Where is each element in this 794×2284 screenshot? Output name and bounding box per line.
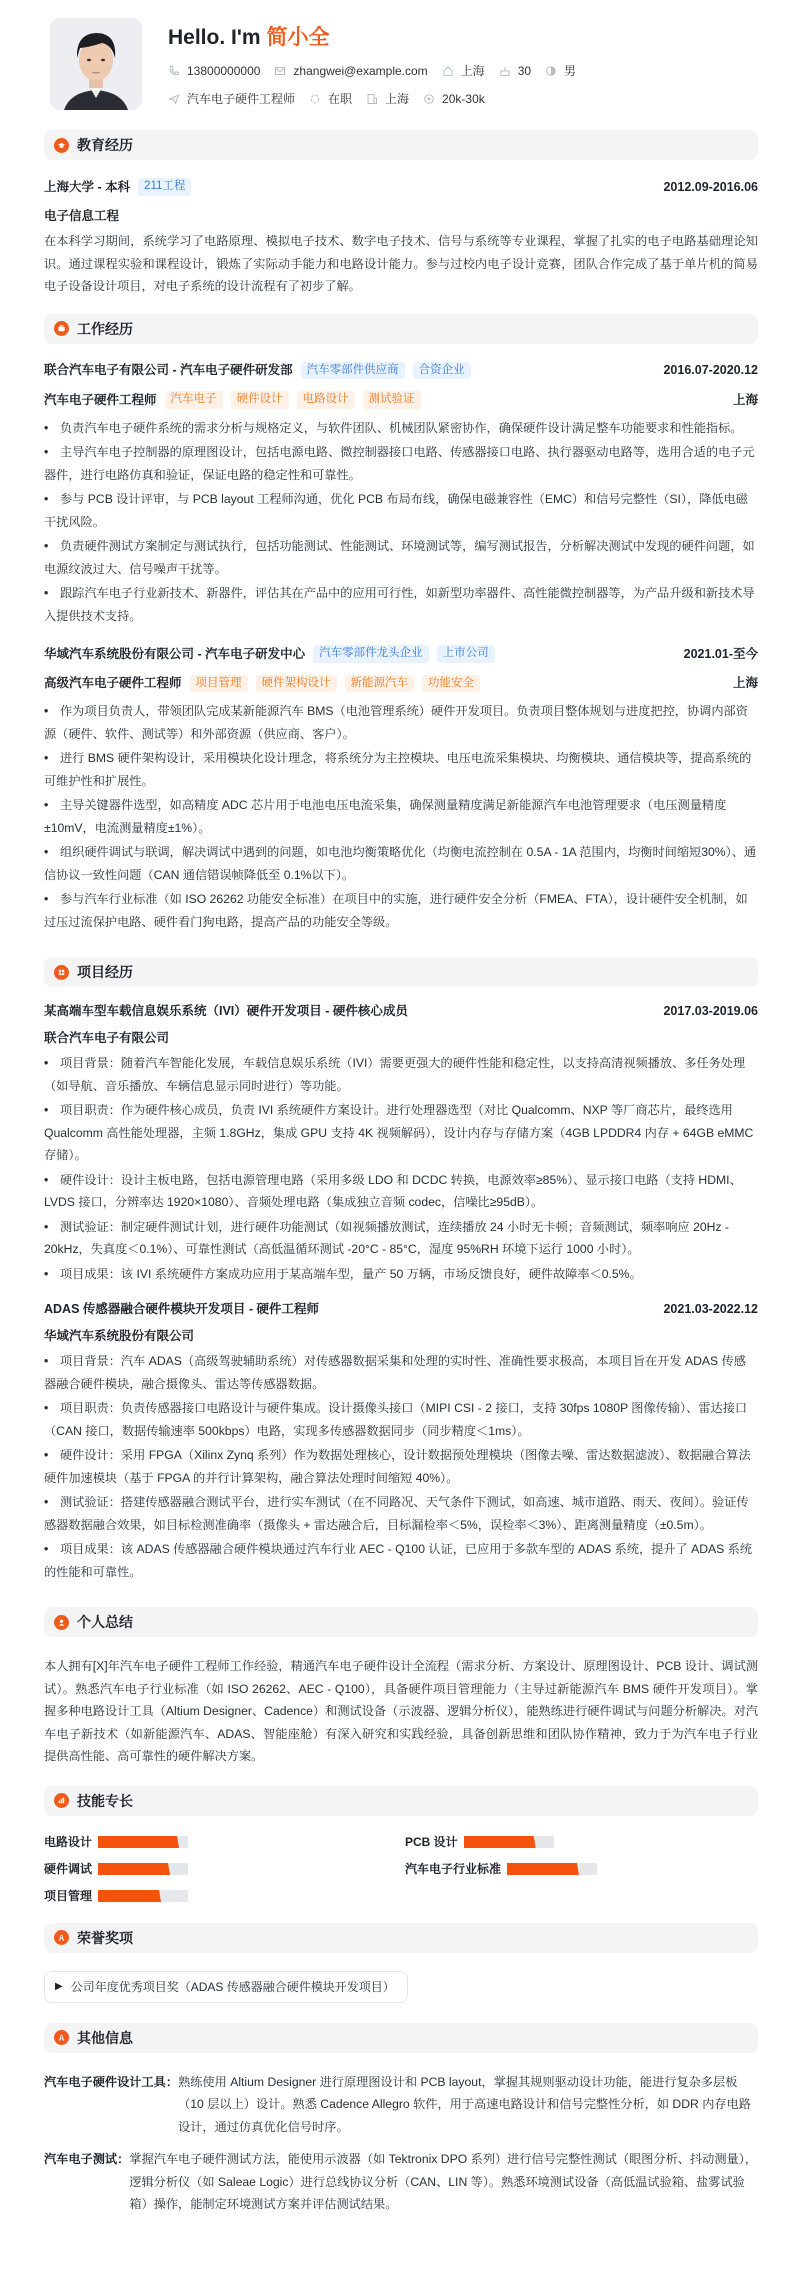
other-info-value: 掌握汽车电子硬件测试方法，能使用示波器（如 Tektronix DPO 系列）进行信号完整性测试（眼图分析、抖动测量），逻辑分析仪（如 Saleae Logic）进行总线协议分析（CAN、LIN 等）。熟悉环境测试设备（高低温试验箱、盐雾试验箱）操作，能制定环境测试方案并评估测试结果。 [129, 2152, 757, 2211]
education-section-title: 教育经历 [77, 137, 133, 153]
bullet-item: • 主导汽车电子控制器的原理图设计，包括电源电路、微控制器接口电路、传感器接口电路、执行器驱动电路等，选用合适的电子元器件，进行电路仿真和验证，保证电路的稳定性和可靠性。 [44, 445, 755, 482]
project-date: 2017.03-2019.06 [663, 1004, 758, 1018]
skill-bar [464, 1836, 554, 1848]
skill-tag: 电路设计 [297, 391, 355, 409]
gender-value: 男 [564, 64, 577, 78]
work-section-header [44, 314, 758, 344]
project-entry [44, 1303, 758, 1583]
position-row [44, 675, 758, 693]
work-entry [44, 645, 758, 933]
awards-section-header [44, 1923, 758, 1953]
bullet-item: • 负责汽车电子硬件系统的需求分析与规格定义，与软件团队、机械团队紧密协作，确保硬件设计满足整车功能要求和性能指标。 [44, 420, 743, 435]
bullet-item: • 项目职责：作为硬件核心成员，负责 IVI 系统硬件方案设计。进行处理器选型（对比 Qualcomm、NXP 等厂商芯片，最终选用 Qualcomm 高性能处理器，主频 1.8GHz，集成 GPU 支持 4K 视频解码），设计内存与存储方案（4GB LPDDR4 内存 + 64GB eMMC 存储）。 [44, 1103, 754, 1162]
money-icon [423, 93, 435, 105]
bullet-item: • 硬件设计：采用 FPGA（Xilinx Zynq 系列）作为数据处理核心，设计数据预处理模块（图像去噪、雷达数据滤波）、数据融合算法硬件加速模块（基于 FPGA 的并行计算架构，融合算法处理时间缩短 40%）。 [44, 1448, 751, 1485]
skill-bar-fill [98, 1863, 170, 1875]
city-value: 上海 [460, 64, 485, 78]
company-label: 华域汽车系统股份有限公司 - 汽车电子研发中心 [44, 646, 306, 661]
skill-label: 硬件调试 [44, 1862, 93, 1876]
position-label: 汽车电子硬件工程师 [44, 392, 157, 407]
project-entry-header [44, 1005, 758, 1018]
school-label: 上海大学 - 本科 [44, 179, 131, 194]
work-bullets [44, 417, 758, 628]
work-entry-header [44, 362, 758, 380]
company-tag: 汽车零部件龙头企业 [313, 645, 429, 663]
other-info-item [44, 2148, 758, 2216]
position-title [44, 675, 480, 693]
bullet-item: • 主导关键器件选型，如高精度 ADC 芯片用于电池电压电流采集，确保测量精度满足新能源汽车电池管理要求（电压测量精度±10mV，电流测量精度±1%）。 [44, 798, 727, 835]
job-title-value: 汽车电子硬件工程师 [187, 92, 296, 106]
skill-item [44, 1836, 405, 1849]
phone-item [168, 65, 260, 77]
skill-tag: 汽车电子 [165, 391, 223, 409]
building-icon [366, 93, 378, 105]
salary-value: 20k-30k [442, 92, 485, 106]
bullet-item: • 组织硬件调试与联调，解决调试中遇到的问题，如电池均衡策略优化（均衡电流控制在 0.5A - 1A 范围内，均衡时间缩短30%）、通信协议一致性问题（CAN 通信错误帧降低至 0.1%以下）。 [44, 845, 757, 882]
home-icon [442, 65, 454, 77]
position-row [44, 391, 758, 409]
email-address: zhangwei@example.com [293, 64, 428, 78]
bullet-item: • 作为项目负责人，带领团队完成某新能源汽车 BMS（电池管理系统）硬件开发项目。负责项目整体规划与进度把控，协调内部资源（硬件、软件、测试等）和外部资源（供应商、客户）。 [44, 704, 748, 741]
major-name: 电子信息工程 [44, 208, 120, 223]
age-item [499, 65, 531, 77]
cake-icon [499, 65, 511, 77]
status-item [309, 93, 352, 105]
work-date: 2021.01-至今 [683, 646, 758, 661]
company-tag: 汽车零部件供应商 [301, 362, 405, 380]
bullet-item: • 负责硬件测试方案制定与测试执行，包括功能测试、性能测试、环境测试等，编写测试报告，分析解决测试中发现的硬件问题，如电源纹波过大、信号噪声干扰等。 [44, 539, 755, 576]
bullet-item: • 硬件设计：设计主板电路，包括电源管理电路（采用多级 LDO 和 DCDC 转换，电源效率≥85%）、显示接口电路（支持 HDMI、LVDS 接口，分辨率达 1920×1080）、音频处理电路（集成独立音频 codec，信噪比≥95dB）。 [44, 1172, 742, 1209]
job-title-item [168, 93, 295, 105]
position-label: 高级汽车电子硬件工程师 [44, 676, 182, 690]
project-bullets [44, 1350, 758, 1583]
user-icon [54, 1615, 69, 1630]
bullet-item: • 跟踪汽车电子行业新技术、新器件，评估其在产品中的应用可行性，如新型功率器件、高性能微控制器等，为产品升级和新技术导入提供技术支持。 [44, 586, 755, 623]
other-info-value: 熟练使用 Altium Designer 进行原理图设计和 PCB layout，掌握其规则驱动设计功能，能进行复杂多层板（10 层以上）设计。熟悉 Cadence Allegro 软件，用于高速电路设计和信号完整性分析，如 DDR 内存电路设计，通过仿真优化信号时序。 [178, 2074, 751, 2134]
project-company: 联合汽车电子有限公司 [44, 1030, 170, 1045]
company-name [44, 362, 471, 380]
education-entry-header [44, 178, 758, 196]
skill-tag: 硬件设计 [231, 391, 289, 409]
skill-item [405, 1836, 766, 1849]
graduation-cap-icon [54, 138, 69, 153]
bullet-item: • 项目职责：负责传感器接口电路设计与硬件集成。设计摄像头接口（MIPI CSI - 2 接口，支持 30fps 1080P 图像传输）、雷达接口（CAN 接口，数据传输速率 500kbps）电路，实现多传感器数据同步（同步精度＜1ms）。 [44, 1401, 748, 1438]
bullet-item: • 项目背景：汽车 ADAS（高级驾驶辅助系统）对传感器数据采集和处理的实时性、准确性要求极高，本项目旨在开发 ADAS 传感器融合硬件模块，融合摄像头、雷达等传感器数据。 [44, 1354, 746, 1391]
company-tag: 上市公司 [437, 645, 495, 663]
projects-section-title: 项目经历 [77, 964, 133, 980]
company-label: 联合汽车电子有限公司 - 汽车电子硬件研发部 [44, 363, 293, 377]
projects-section-header [44, 957, 758, 987]
salary-item [423, 93, 485, 105]
other-section-title: 其他信息 [77, 2029, 133, 2046]
caret-right-icon: ▶ [55, 1980, 63, 1992]
skill-bar-fill [464, 1836, 536, 1848]
work-location: 上海 [732, 392, 758, 407]
skills-section-header [44, 1786, 758, 1816]
briefcase-icon [54, 321, 69, 336]
bullet-item: • 项目成果：该 IVI 系统硬件方案成功应用于某高端车型，量产 50 万辆，市场反馈良好，硬件故障率＜0.5%。 [44, 1266, 642, 1281]
work-section-title: 工作经历 [77, 320, 133, 337]
award-icon [54, 1930, 69, 1945]
greeting-text: Hello. I'm [168, 25, 261, 49]
age-value: 30 [517, 64, 532, 78]
skills-grid [44, 1836, 758, 1903]
profile-header [44, 18, 758, 118]
education-section-header [44, 130, 758, 160]
other-info-key: 汽车电子硬件设计工具： [44, 2074, 179, 2089]
work-date: 2016.07-2020.12 [663, 363, 758, 377]
project-bullets [44, 1052, 758, 1285]
bullet-item: • 参与汽车行业标准（如 ISO 26262 功能安全标准）在项目中的实施，进行硬件安全分析（FMEA、FTA），设计硬件安全机制，如过压过流保护电路、硬件看门狗电路，提高产品的功能安全等级。 [44, 892, 748, 929]
target-city-value: 上海 [385, 92, 410, 106]
project-date: 2021.03-2022.12 [663, 1302, 758, 1316]
status-icon [309, 93, 321, 105]
project-icon [54, 965, 69, 980]
skill-label: 汽车电子行业标准 [405, 1862, 502, 1876]
work-entry-header [44, 645, 758, 663]
mail-icon [274, 65, 286, 77]
award-list [44, 1953, 758, 2003]
skill-tag: 项目管理 [190, 675, 248, 693]
bar-chart-icon [54, 1793, 69, 1808]
target-city-item [366, 93, 409, 105]
skill-bar-fill [98, 1836, 179, 1848]
bullet-item: • 项目成果：该 ADAS 传感器融合硬件模块通过汽车行业 AEC - Q100 认证，已应用于多款车型的 ADAS 系统，提升了 ADAS 系统的性能和可靠性。 [44, 1542, 753, 1579]
summary-section-title: 个人总结 [77, 1614, 133, 1630]
school-name [44, 178, 191, 196]
school-tag: 211工程 [138, 178, 191, 196]
award-label: 公司年度优秀项目奖（ADAS 传感器融合硬件模块开发项目） [70, 1979, 395, 1994]
skill-label: 项目管理 [44, 1889, 93, 1903]
status-value: 在职 [328, 92, 353, 106]
other-info-key: 汽车电子测试： [44, 2152, 130, 2166]
company-name [44, 645, 495, 663]
skill-bar-fill [98, 1890, 161, 1902]
phone-number: 13800000000 [187, 64, 261, 78]
work-location: 上海 [732, 676, 758, 690]
project-entry-header [44, 1303, 758, 1316]
skill-bar [507, 1863, 597, 1875]
project-name: ADAS 传感器融合硬件模块开发项目 - 硬件工程师 [44, 1302, 320, 1316]
summary-text: 本人拥有[X]年汽车电子硬件工程师工作经验，精通汽车电子硬件设计全流程（需求分析、方案设计、原理图设计、PCB 设计、调试测试）。熟悉汽车电子行业标准（如 ISO 26262、AEC - Q100），具备硬件项目管理能力（主导过新能源汽车 BMS 硬件开发项目）。掌握多种电路设计工具（Altium Designer、Cadence）和测试设备（示波器、逻辑分析仪），能熟练进行硬件调试与问题分析解决。对汽车电子新技术（如新能源汽车、ADAS、智能座舱）有深入研究和实践经验，具备创新思维和团队协作精神，致力于为汽车电子行业提供高性能、高可靠性的硬件解决方案。 [44, 1659, 758, 1763]
bullet-item: • 测试验证：搭建传感器融合测试平台，进行实车测试（在不同路况、天气条件下测试，如高速、城市道路、雨天、夜间）。验证传感器数据融合效果，如目标检测准确率（摄像头 + 雷达融合后，目标漏检率＜5%，误检率＜3%）、距离测量精度（±0.5m）。 [44, 1495, 749, 1532]
skill-tag: 新能源汽车 [345, 675, 415, 693]
profile-info [168, 18, 590, 107]
award-item[interactable] [44, 1971, 408, 2003]
skills-section-title: 技能专长 [77, 1792, 133, 1809]
skill-bar [98, 1863, 188, 1875]
greeting-heading [168, 22, 590, 52]
candidate-name: 简小全 [266, 25, 330, 49]
gender-item [545, 65, 576, 77]
position-title [44, 391, 421, 409]
phone-icon [168, 65, 180, 77]
info-icon [54, 2030, 69, 2045]
skill-bar [98, 1836, 188, 1848]
education-date: 2012.09-2016.06 [663, 179, 758, 194]
skill-tag: 测试验证 [363, 391, 421, 409]
email-item [274, 65, 427, 77]
other-info-item [44, 2071, 758, 2139]
skill-item [44, 1863, 405, 1876]
skill-item [44, 1890, 405, 1903]
city-item [442, 65, 485, 77]
skill-label: 电路设计 [44, 1835, 93, 1849]
work-bullets [44, 700, 758, 933]
education-description: 在本科学习期间，系统学习了电路原理、模拟电子技术、数字电子技术、信号与系统等专业课程，掌握了扎实的电子电路基础理论知识。通过课程实验和课程设计，锻炼了实际动手能力和电路设计能力。参与过校内电子设计竞赛，团队合作完成了基于单片机的简易电子设备设计项目，对电子系统的设计流程有了初步了解。 [44, 234, 758, 293]
bullet-item: • 参与 PCB 设计评审，与 PCB layout 工程师沟通，优化 PCB 布局布线，确保电磁兼容性（EMC）和信号完整性（SI），降低电磁干扰风险。 [44, 492, 748, 529]
bullet-item: • 项目背景：随着汽车智能化发展，车载信息娱乐系统（IVI）需要更强大的硬件性能和稳定性，以支持高清视频播放、多任务处理（如导航、音乐播放、车辆信息显示同时进行）等功能。 [44, 1056, 746, 1093]
avatar-portrait-icon [50, 18, 142, 110]
skill-bar-fill [507, 1863, 579, 1875]
skill-tag: 功能安全 [422, 675, 480, 693]
job-intent-row [168, 91, 590, 107]
bullet-item: • 测试验证：制定硬件测试计划，进行硬件功能测试（如视频播放测试，连续播放 24 小时无卡顿；音频测试，频率响应 20Hz - 20kHz，失真度＜0.1%）、可靠性测试（高低温循环测试 -20°C - 85°C，湿度 95%RH 环境下运行 1000 小时）。 [44, 1219, 729, 1256]
skill-tag: 硬件架构设计 [256, 675, 337, 693]
avatar [50, 18, 142, 110]
project-company: 华域汽车系统股份有限公司 [44, 1328, 195, 1343]
gender-icon [545, 65, 557, 77]
summary-section-header [44, 1607, 758, 1637]
project-name: 某高端车型车载信息娱乐系统（IVI）硬件开发项目 - 硬件核心成员 [44, 1004, 408, 1018]
skill-item [405, 1863, 766, 1876]
skill-label: PCB 设计 [405, 1835, 458, 1849]
skill-bar [98, 1890, 188, 1902]
awards-section-title: 荣誉奖项 [77, 1929, 133, 1946]
project-entry [44, 1005, 758, 1285]
bullet-item: • 进行 BMS 硬件架构设计，采用模块化设计理念，将系统分为主控模块、电压电流采集模块、均衡模块、通信模块等，提高系统的可维护性和扩展性。 [44, 751, 752, 788]
send-icon [168, 93, 180, 105]
work-entry [44, 362, 758, 628]
contact-row [168, 63, 590, 79]
other-section-header [44, 2023, 758, 2053]
company-tag: 合资企业 [413, 362, 471, 380]
